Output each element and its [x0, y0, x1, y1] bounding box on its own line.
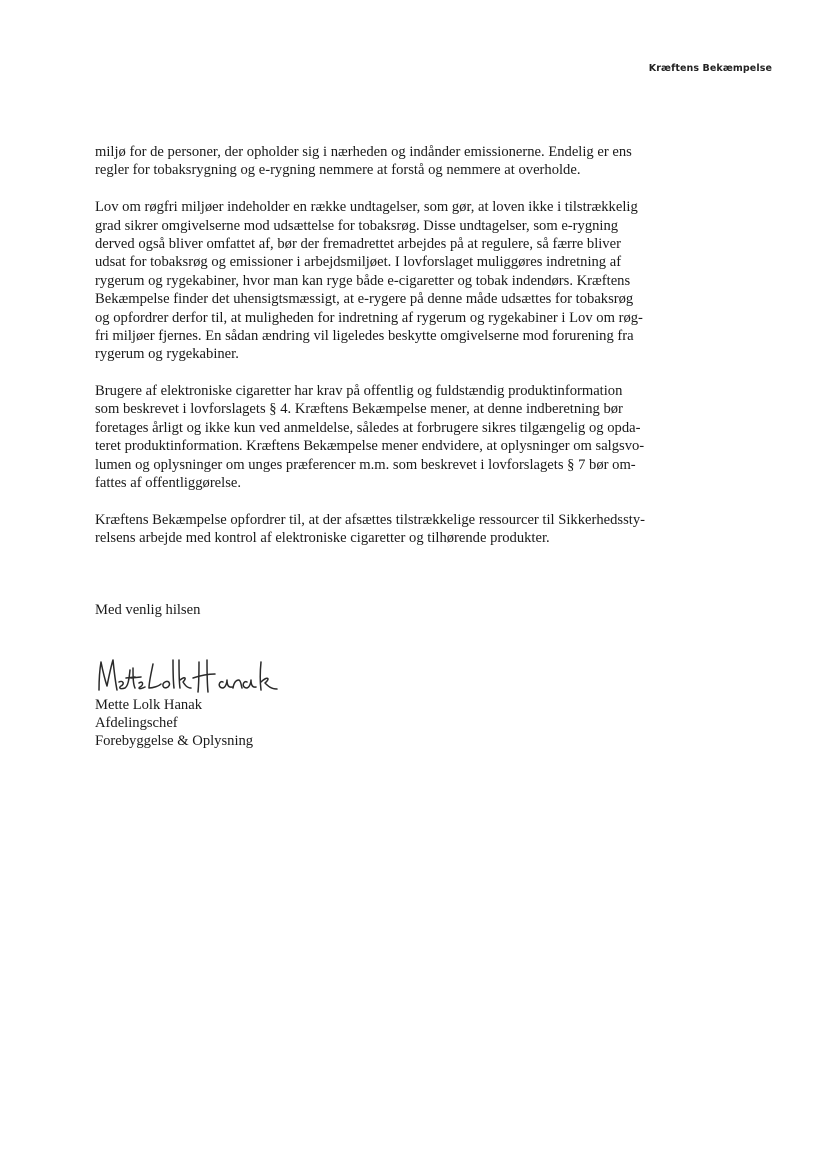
paragraph-line: teret produktinformation. Kræftens Bekæmpelse mener endvidere, at oplysninger om salgsvo-	[95, 438, 645, 455]
paragraph-line: relsens arbejde med kontrol af elektroniske cigaretter og tilhørende produkter.	[95, 530, 550, 547]
paragraph-line: grad sikrer omgivelserne mod udsættelse for tobaksrøg. Disse undtagelser, som e-rygning	[95, 217, 619, 234]
signer-name: Mette Lolk Hanak	[95, 697, 202, 713]
signer-block	[95, 696, 253, 750]
paragraph-line: Lov om røgfri miljøer indeholder en række undtagelser, som gør, at loven ikke i tilstrækkelig	[95, 199, 638, 216]
paragraph-line: rygerum og rygekabiner, hvor man kan ryge både e-cigaretter og tobak indendørs. Kræftens	[95, 272, 631, 289]
handwritten-signature	[95, 650, 310, 698]
body-paragraph	[95, 382, 707, 492]
paragraph-line: regler for tobaksrygning og e-rygning nemmere at forstå og nemmere at overholde.	[95, 162, 581, 179]
letter-body	[95, 143, 707, 566]
body-paragraph	[95, 511, 707, 548]
closing-salutation: Med venlig hilsen	[95, 602, 201, 618]
paragraph-line: foretages årligt og ikke kun ved anmeldelse, således at forbrugere sikres tilgængelig og opda-	[95, 419, 641, 436]
paragraph-line: fattes af offentliggørelse.	[95, 475, 242, 492]
paragraph-line: fri miljøer fjernes. En sådan ændring vil ligeledes beskytte omgivelserne mod forurening fra	[95, 327, 634, 344]
paragraph-line: derved også bliver omfattet af, bør der fremadrettet arbejdes på at regulere, så færre bliver	[95, 235, 621, 252]
paragraph-line: udsat for tobaksrøg og emissioner i arbejdsmiljøet. I lovforslaget muliggøres indretning af	[95, 254, 622, 271]
paragraph-line: Bekæmpelse finder det uhensigtsmæssigt, at e-rygere på denne måde udsættes for tobaksrøg	[95, 291, 634, 308]
header-organization-name: Kræftens Bekæmpelse	[648, 63, 772, 74]
signer-department: Forebyggelse & Oplysning	[95, 733, 254, 749]
paragraph-line: som beskrevet i lovforslagets § 4. Kræftens Bekæmpelse mener, at denne indberetning bør	[95, 401, 623, 418]
body-paragraph	[95, 198, 707, 364]
signer-title: Afdelingschef	[95, 715, 178, 731]
paragraph-line: rygerum og rygekabiner.	[95, 346, 239, 363]
body-paragraph	[95, 143, 707, 180]
paragraph-line: lumen og oplysninger om unges præferencer m.m. som beskrevet i lovforslagets § 7 bør om-	[95, 456, 636, 473]
paragraph-line: Kræftens Bekæmpelse opfordrer til, at der afsættes tilstrækkelige ressourcer til Sikkerhedssty-	[95, 511, 645, 528]
paragraph-line: og opfordrer derfor til, at muligheden for indretning af rygerum og rygekabiner i Lov om røg-	[95, 309, 643, 326]
paragraph-line: Brugere af elektroniske cigaretter har krav på offentlig og fuldstændig produktinformation	[95, 383, 623, 400]
paragraph-line: miljø for de personer, der opholder sig i nærheden og indånder emissionerne. Endelig er ens	[95, 144, 632, 160]
